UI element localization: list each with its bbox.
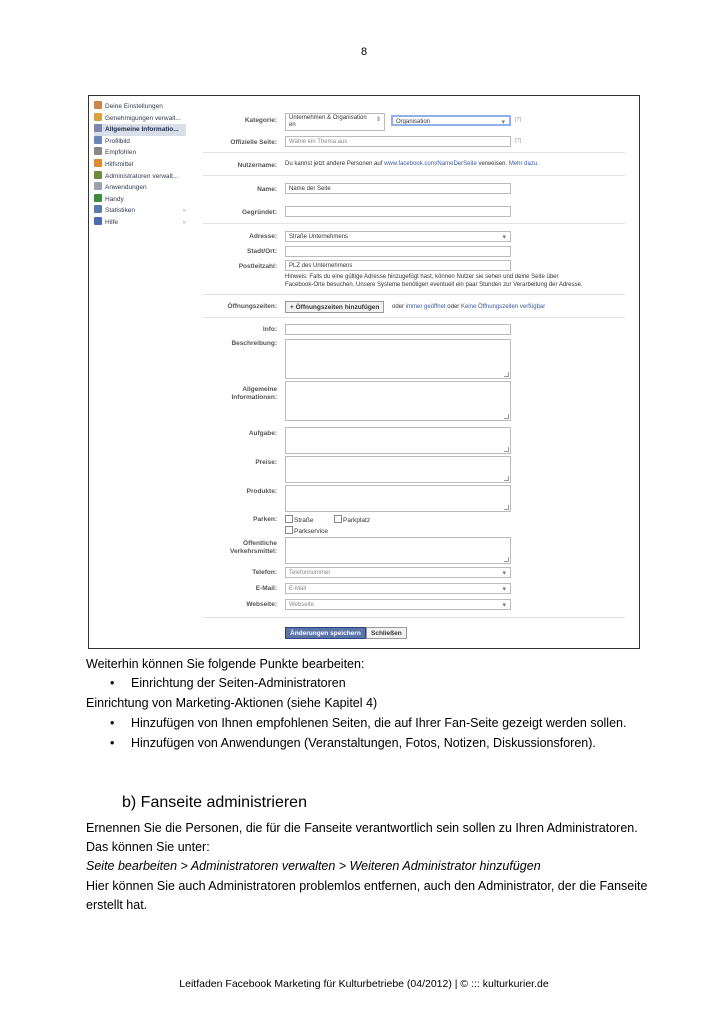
parken-parkplatz-checkbox[interactable]: Parkplatz <box>334 515 370 524</box>
sidebar-item-label: Genehmigungen verwalt... <box>105 114 181 122</box>
sidebar-item-label: Deine Einstellungen <box>105 103 163 110</box>
info-label: Info: <box>262 326 277 333</box>
settings-sidebar <box>89 96 189 648</box>
help-icon <box>94 217 102 225</box>
sidebar-item[interactable] <box>94 159 186 171</box>
facebook-settings-screenshot <box>88 95 640 649</box>
apps-icon <box>94 182 102 190</box>
allgemeine-label: Allgemeine Informationen: <box>231 386 277 401</box>
settings-icon <box>94 101 102 109</box>
menu-path: Seite bearbeiten > Administratoren verwalten > Weiteren Administrator hinzufügen <box>86 859 541 873</box>
divider <box>203 617 625 618</box>
sidebar-item[interactable] <box>94 147 186 159</box>
info-input[interactable] <box>285 324 511 335</box>
verkehrsmittel-label: Öffentliche Verkehrsmittel: <box>230 540 277 555</box>
offizielle-help[interactable]: [?] <box>515 138 522 144</box>
username-link[interactable]: www.facebook.com/NameDerSeite <box>384 161 477 167</box>
paragraph: Weiterhin können Sie folgende Punkte bearbeiten: <box>86 657 365 671</box>
sidebar-item-label: Handy <box>105 195 124 203</box>
aufgabe-textarea[interactable] <box>285 427 511 454</box>
nutzername-text: Du kannst jetzt andere Personen auf www.facebook.com/NameDerSeite verweisen. Mehr dazu. <box>285 161 539 167</box>
paragraph: Das können Sie unter: <box>86 840 210 854</box>
sidebar-item[interactable] <box>94 136 186 148</box>
sidebar-item-label: Anwendungen <box>105 184 147 192</box>
produkte-textarea[interactable] <box>285 485 511 512</box>
parken-strasse-checkbox[interactable]: Straße <box>285 515 314 524</box>
paragraph: erstellt hat. <box>86 898 148 912</box>
offizielle-seite-label: Offizielle Seite: <box>230 139 277 146</box>
adresse-input[interactable]: Straße Unternehmens ▾ <box>285 231 511 242</box>
preise-textarea[interactable] <box>285 456 511 483</box>
paragraph: Ernennen Sie die Personen, die für die Fanseite verantwortlich sein sollen zu Ihren Administratoren. <box>86 821 638 835</box>
gegruendet-label: Gegründet: <box>241 209 277 216</box>
paragraph: Hier können Sie auch Administratoren problemlos entfernen, auch den Administrator, der die Fanseite <box>86 879 648 893</box>
name-label: Name: <box>257 186 277 193</box>
plz-input[interactable]: PLZ des Unternehmens <box>285 260 511 271</box>
gegruendet-input[interactable] <box>285 206 511 217</box>
chart-icon <box>94 205 102 213</box>
stadt-label: Stadt/Ort: <box>247 248 277 255</box>
sidebar-item[interactable] <box>94 101 186 113</box>
page-info-form <box>189 96 639 648</box>
divider <box>203 294 625 295</box>
webseite-input[interactable]: Webseite ▾ <box>285 599 511 610</box>
always-open-link[interactable]: immer geöffnet <box>405 304 446 310</box>
section-heading: b) Fanseite administrieren <box>122 794 307 811</box>
adresse-hinweis: Hinweis: Falls du eine gültige Adresse hinzugefügt hast, können Nutzer sie sehen und deine Seite über Facebook-Orte besuchen. Unsere Systeme benötigen eventuell ein paar Stunden zur Verarbeitung der Adresse. <box>285 274 583 288</box>
no-hours-link[interactable]: Keine Öffnungszeiten verfügbar <box>460 304 546 310</box>
admin-icon <box>94 171 102 179</box>
parken-parkservice-checkbox[interactable]: Parkservice <box>285 526 328 535</box>
produkte-label: Produkte: <box>246 488 277 495</box>
offizielle-seite-input[interactable]: Wähle ein Thema aus <box>285 136 511 147</box>
telefon-label: Telefon: <box>252 569 277 576</box>
add-hours-button[interactable]: + Öffnungszeiten hinzufügen <box>285 301 384 313</box>
bullet-item: • Hinzufügen von Ihnen empfohlenen Seiten, die auf Ihrer Fan-Seite gezeigt werden sollen. <box>110 716 627 730</box>
sidebar-item-label: Empfohlen <box>105 149 137 157</box>
beschreibung-textarea[interactable] <box>285 339 511 379</box>
kategorie-help[interactable]: [?] <box>515 117 522 123</box>
oeffnungszeiten-label: Öffnungszeiten: <box>227 303 277 310</box>
nutzername-label: Nutzername: <box>237 162 277 169</box>
phone-icon <box>94 194 102 202</box>
sidebar-item[interactable] <box>94 124 186 136</box>
paragraph: Einrichtung von Marketing-Aktionen (siehe Kapitel 4) <box>86 696 378 710</box>
sidebar-item-label: Profilbild <box>105 137 130 145</box>
kategorie-select[interactable]: Unternehmen & Organisation en ⇕ <box>285 113 385 131</box>
email-input[interactable]: E-Mail ▾ <box>285 583 511 594</box>
telefon-input[interactable]: Telefonnummer ▾ <box>285 567 511 578</box>
info-icon <box>94 124 102 132</box>
photo-icon <box>94 136 102 144</box>
sidebar-item-label: Allgemeine Informatio... <box>105 126 179 134</box>
oeffnung-options: oder immer geöffnet oder Keine Öffnungszeiten verfügbar <box>392 304 546 310</box>
aufgabe-label: Aufgabe: <box>248 430 277 437</box>
sidebar-item-label: Statistiken <box>105 207 135 215</box>
email-label: E-Mail: <box>255 585 277 592</box>
stadt-input[interactable] <box>285 246 511 257</box>
tools-icon <box>94 159 102 167</box>
sidebar-item[interactable] <box>94 217 186 229</box>
mehr-dazu-link[interactable]: Mehr dazu. <box>508 161 539 167</box>
expand-arrow-icon[interactable]: » <box>182 220 186 226</box>
subcategory-select[interactable]: Organisation ▾ <box>391 115 511 126</box>
divider <box>203 317 625 318</box>
kategorie-label: Kategorie: <box>244 117 277 124</box>
bullet-item: • Hinzufügen von Anwendungen (Veranstaltungen, Fotos, Notizen, Diskussionsforen). <box>110 736 596 750</box>
plz-label: Postleitzahl: <box>238 263 277 270</box>
save-changes-button[interactable]: Änderungen speichern <box>285 627 366 639</box>
webseite-label: Webseite: <box>246 601 277 608</box>
sidebar-item[interactable] <box>94 205 186 217</box>
divider <box>203 223 625 224</box>
beschreibung-label: Beschreibung: <box>231 340 277 347</box>
footer: Leitfaden Facebook Marketing für Kulturbetriebe (04/2012) | © ::: kulturkurier.de <box>179 978 549 990</box>
preise-label: Preise: <box>255 459 277 466</box>
bullet-item: • Einrichtung der Seiten-Administratoren <box>110 676 346 690</box>
name-input[interactable]: Name der Seite <box>285 183 511 194</box>
divider <box>203 175 625 176</box>
divider <box>203 152 625 153</box>
star-icon <box>94 147 102 155</box>
sidebar-item-label: Administratoren verwalt... <box>105 172 179 180</box>
page-number: 8 <box>360 46 368 58</box>
parken-label: Parken: <box>253 516 277 523</box>
sidebar-item[interactable] <box>94 182 186 194</box>
expand-arrow-icon[interactable]: » <box>182 208 186 215</box>
sidebar-item-label: Hilfsmittel <box>105 161 134 168</box>
sidebar-item[interactable] <box>94 194 186 206</box>
sidebar-item[interactable] <box>94 171 186 183</box>
adresse-label: Adresse: <box>249 233 277 240</box>
verkehrsmittel-textarea[interactable] <box>285 537 511 564</box>
sidebar-item-label: Hilfe <box>105 219 119 226</box>
lock-icon <box>94 113 102 121</box>
allgemeine-textarea[interactable] <box>285 381 511 421</box>
sidebar-item[interactable] <box>94 113 186 125</box>
close-button[interactable]: Schließen <box>366 627 407 639</box>
